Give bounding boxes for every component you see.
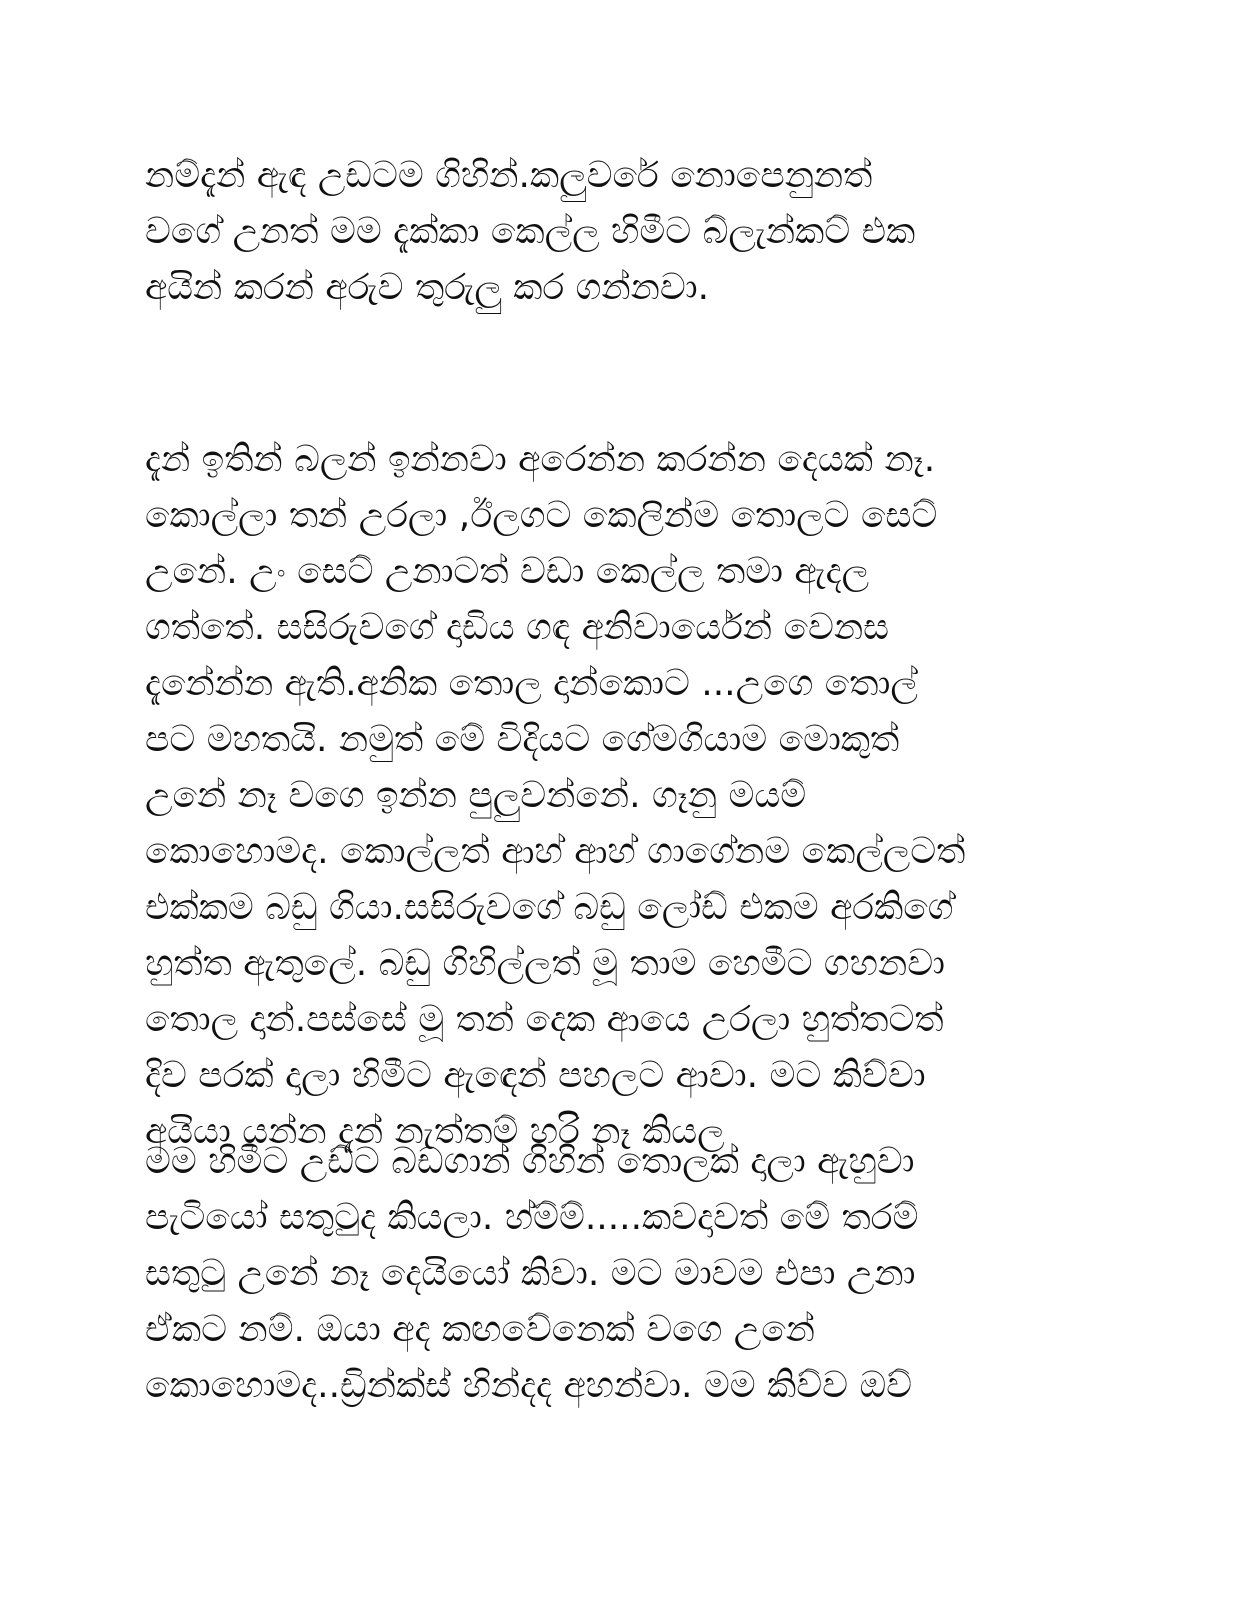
text-line: සතුටු උනේ නෑ දෙයියෝ කිවා. මට මාවම එපා උනා: [145, 1253, 916, 1294]
paragraph-1: [145, 148, 1105, 316]
text-line: අයියා යන්න දැන් නැත්තම් හරි නෑ කියල: [145, 1111, 725, 1152]
text-line: එක්කම බඩු ගියා.සසිරුවගේ බඩු ලෝඩ් එකම අරකිගේ: [145, 887, 954, 928]
paragraph-2: [145, 432, 1105, 1160]
text-line: උනේ. උං සෙට් උනාටත් වඩා කෙල්ල තමා ඇදල: [145, 551, 870, 592]
paragraph-3: [145, 1134, 1105, 1414]
text-line: කොල්ලා තන් උරලා ,ඊලගට කෙලින්ම තොලට සෙට්: [145, 495, 938, 536]
text-line: හුත්ත ඇතුලේ. බඩු ගිහිල්ලත් මූ තාම හෙමීට ගහනවා: [145, 943, 945, 984]
text-line: දිව පරක් දාලා හිමීට ඇඳෙන් පහලට ආවා. මට කිව්වා: [145, 1055, 926, 1096]
text-line: ගත්තේ. සසිරුවගේ දාඩිය ගඳ අනිවාර්යෙන් වෙනස: [145, 607, 890, 648]
text-line: පැටියෝ සතුටුද කියලා. හ්ම්ම්.....කවදාවත් මේ තරම්: [145, 1197, 919, 1238]
text-line: ඒකට නම්. ඔයා අද කඟවේනෙක් වගෙ උනේ: [145, 1309, 815, 1350]
text-line: මම හිමීට උඩ්ට බඩගාන් ගිහින් තොලක් දාලා ඇහුවා: [145, 1141, 915, 1182]
text-line: උනේ නෑ වගෙ ඉන්න පුලුවන්නේ. ගෑනු මයම්: [145, 775, 807, 816]
text-line: කොහොමද. කොල්ලත් ආහ් ආහ් ගාගේනම කෙල්ලටත්: [145, 831, 966, 872]
text-line: කොහොමද..ඩ්‍රින්ක්ස් හින්දද අහන්වා. මම කිව්ව ඔව්: [145, 1365, 913, 1406]
text-line: පට මහතයි. නමුත් මේ විදියට ගේමගියාම මොකුත්: [145, 719, 900, 760]
text-line: අයින් කරන් අරුව තුරුලු කර ගන්නවා.: [145, 267, 710, 308]
text-line: දැනේන්න ඇති.අනික තොල දාන්කොට ...උගෙ තොල්: [145, 663, 918, 704]
text-line: දැන් ඉතින් බලන් ඉන්නවා අරෙන්න කරන්න දෙයක් නෑ.: [145, 439, 936, 480]
text-line: වගේ උනත් මම දැක්කා කෙල්ල හිමීට බ්ලැන්කට් එක: [145, 211, 916, 252]
text-line: නම්දැන් ඇඳ උඩටම ගිහින්.කලුවරේ නොපෙනුනත්: [145, 155, 873, 196]
text-line: තොල දාන්.පස්සේ මූ තන් දෙක ආයෙ උරලා හුත්තටත්: [145, 999, 944, 1040]
